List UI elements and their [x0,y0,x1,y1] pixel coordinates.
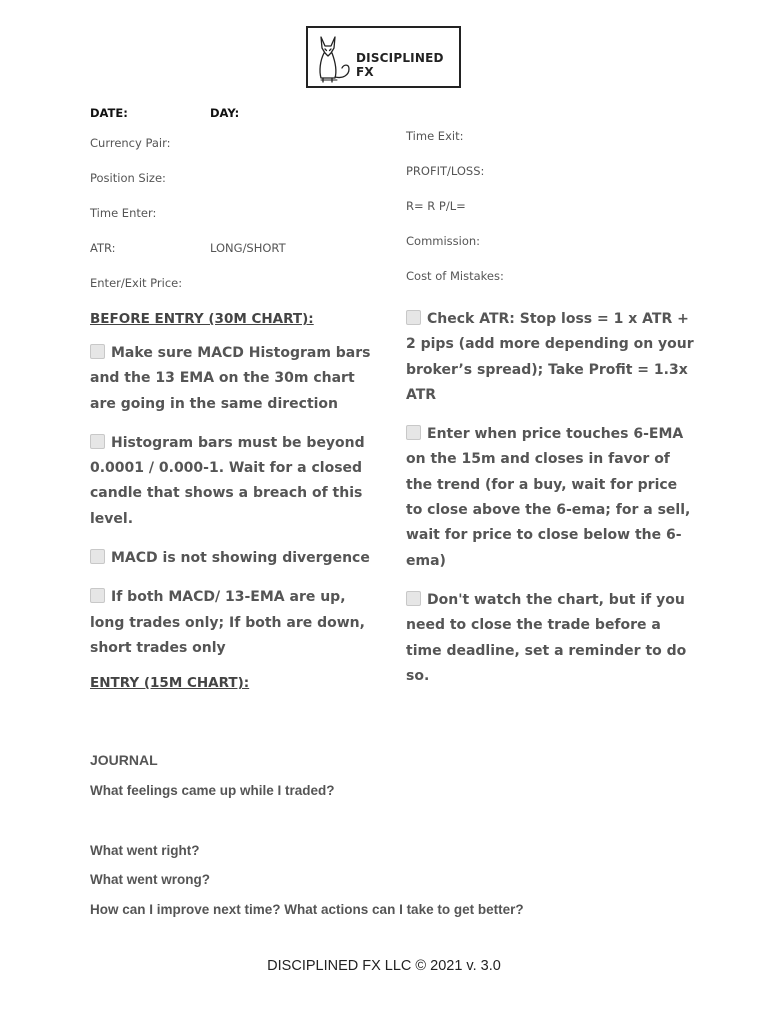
date-label: DATE: [90,106,128,120]
checkbox-icon[interactable] [90,344,105,359]
logo [306,26,461,88]
r-ratio-label: R= R P/L= [406,199,466,213]
profit-loss-label: PROFIT/LOSS: [406,164,485,178]
checklist-item [90,341,375,417]
checkbox-icon[interactable] [90,549,105,564]
checkbox-icon[interactable] [406,425,421,440]
checkbox-icon[interactable] [406,310,421,325]
checklist-item-text: Make sure MACD Histogram bars and the 13 EMA on the 30m chart are going in the same direction [90,345,371,412]
checkbox-icon[interactable] [90,434,105,449]
position-size-label: Position Size: [90,171,166,185]
currency-pair-label: Currency Pair: [90,136,171,150]
atr-label: ATR: [90,241,116,255]
checklist-item-text: Don't watch the chart, but if you need to close the trade before a time deadline, set a reminder to do so. [406,591,687,684]
checklist-item-text: MACD is not showing divergence [111,550,370,567]
checklist-item [90,546,375,571]
footer-copyright: DISCIPLINED FX LLC © 2021 v. 3.0 [267,958,501,974]
fox-icon [311,31,353,85]
journal-title: JOURNAL [90,752,158,768]
checklist-item [90,585,375,661]
time-exit-label: Time Exit: [406,129,464,143]
checklist-item [406,588,696,689]
checklist-item-text: Histogram bars must be beyond 0.0001 / 0.000-1. Wait for a closed candle that shows a breach of this level. [90,434,365,527]
journal-question-improve: How can I improve next time? What actions can I take to get better? [90,902,524,917]
checklist-item [406,307,696,408]
long-short-label: LONG/SHORT [210,241,286,255]
cost-of-mistakes-label: Cost of Mistakes: [406,269,504,283]
before-entry-heading: BEFORE ENTRY (30M CHART): [90,311,314,327]
journal-question-feelings: What feelings came up while I traded? [90,783,335,798]
before-entry-section [90,311,375,691]
checkbox-icon[interactable] [406,591,421,606]
logo-text: DISCIPLINED FX [356,51,444,79]
day-label: DAY: [210,106,240,120]
journal-question-went-right: What went right? [90,843,200,858]
time-enter-label: Time Enter: [90,206,157,220]
enter-exit-price-label: Enter/Exit Price: [90,276,183,290]
entry-heading: ENTRY (15M CHART): [90,675,250,692]
checklist-item-text: If both MACD/ 13-EMA are up, long trades only; If both are down, short trades only [90,589,365,656]
checkbox-icon[interactable] [90,588,105,603]
entry-section [406,307,696,703]
checklist-item-text: Check ATR: Stop loss = 1 x ATR + 2 pips (add more depending on your broker’s spread); Take Profit = 1.3x ATR [406,311,694,403]
journal-question-went-wrong: What went wrong? [90,872,210,887]
commission-label: Commission: [406,234,481,248]
checklist-item [406,422,696,574]
checklist-item [90,431,375,532]
checklist-item-text: Enter when price touches 6-EMA on the 15m and closes in favor of the trend (for a buy, wait for price to close above the 6-ema; for a sell, wait for price to close below the 6-ema) [406,426,691,569]
